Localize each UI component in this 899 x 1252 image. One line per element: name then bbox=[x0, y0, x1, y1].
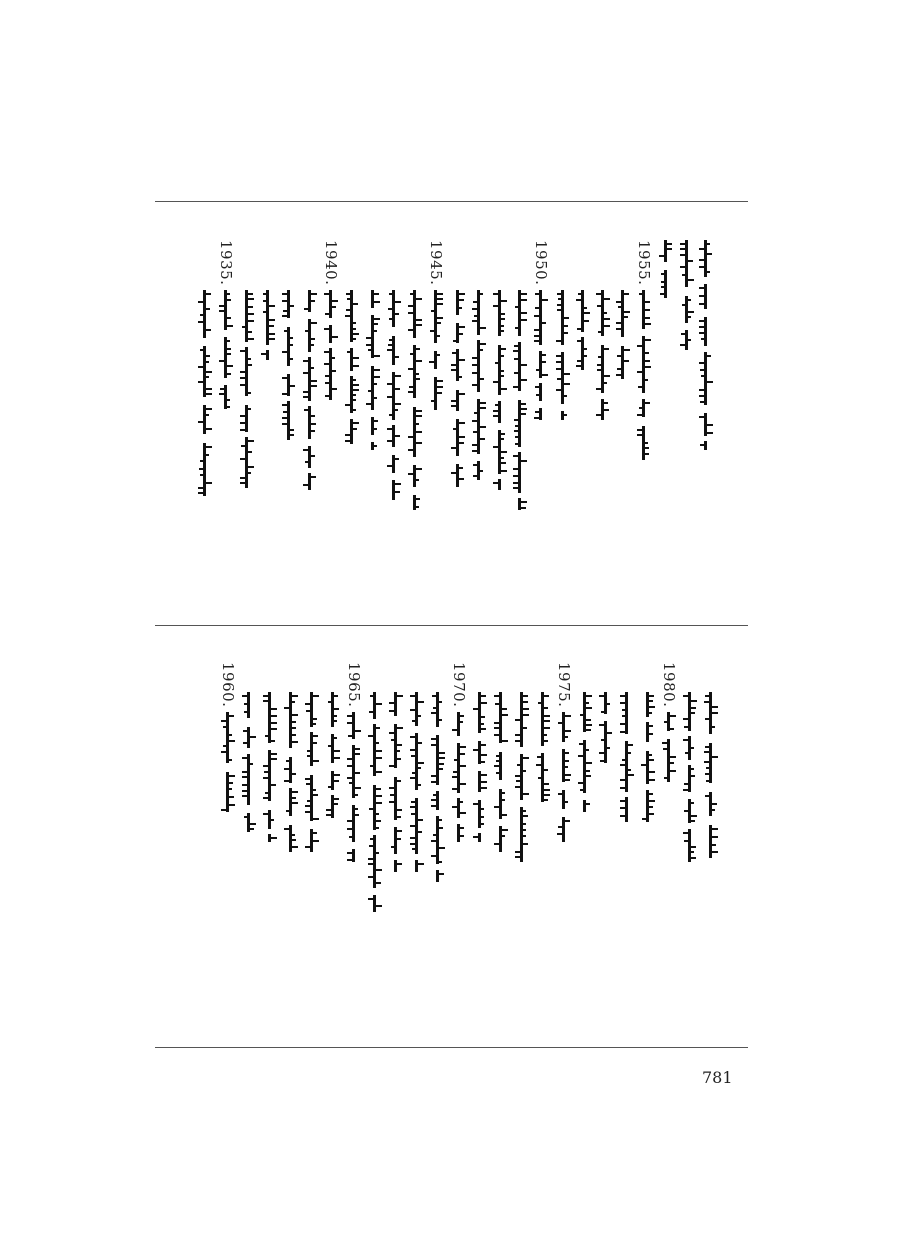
mongolian-script-line bbox=[534, 290, 548, 420]
text-column bbox=[322, 662, 344, 822]
mongolian-script-line bbox=[473, 692, 487, 842]
text-column bbox=[364, 662, 386, 912]
mongolian-script-line bbox=[303, 290, 317, 490]
year-label: 1975. bbox=[555, 662, 573, 708]
mongolian-script-line bbox=[305, 692, 319, 852]
year-label: 1940. bbox=[322, 240, 340, 286]
mongolian-script-line bbox=[326, 692, 340, 822]
mongolian-script-line bbox=[515, 692, 529, 862]
mongolian-script-line bbox=[576, 290, 590, 370]
text-column bbox=[612, 240, 634, 390]
text-column bbox=[592, 240, 614, 420]
bottom-rule bbox=[155, 1047, 748, 1048]
text-column bbox=[341, 240, 363, 450]
year-label: 1980. bbox=[660, 662, 678, 708]
mongolian-script-line bbox=[494, 692, 508, 852]
year-label: 1955. bbox=[635, 240, 653, 286]
mongolian-script-line bbox=[536, 692, 550, 802]
text-column bbox=[320, 240, 342, 400]
text-column bbox=[616, 662, 638, 822]
text-column bbox=[217, 662, 239, 822]
mongolian-script-line bbox=[221, 712, 235, 822]
mongolian-script-line bbox=[637, 290, 651, 460]
mongolian-script-line bbox=[513, 290, 527, 510]
mongolian-script-line bbox=[493, 290, 507, 490]
page-number: 781 bbox=[702, 1068, 733, 1087]
mongolian-script-line bbox=[451, 290, 465, 490]
text-column bbox=[633, 240, 655, 460]
text-column bbox=[530, 240, 552, 420]
mongolian-script-line bbox=[556, 290, 570, 420]
text-column bbox=[489, 240, 511, 490]
mongolian-script-line bbox=[368, 692, 382, 912]
mongolian-script-line bbox=[263, 692, 277, 842]
top-rule bbox=[155, 201, 748, 202]
text-column bbox=[194, 240, 216, 500]
year-label: 1970. bbox=[450, 662, 468, 708]
text-column bbox=[532, 662, 554, 802]
mongolian-script-line bbox=[347, 712, 361, 862]
mongolian-script-line bbox=[596, 290, 610, 420]
mongolian-script-line bbox=[599, 692, 613, 772]
mongolian-script-line bbox=[261, 290, 275, 360]
text-column bbox=[490, 662, 512, 852]
year-label: 1945. bbox=[427, 240, 445, 286]
text-column bbox=[257, 240, 279, 360]
mongolian-script-line bbox=[240, 290, 254, 500]
text-column bbox=[553, 662, 575, 842]
mongolian-script-line bbox=[324, 290, 338, 400]
mongolian-script-line bbox=[389, 692, 403, 872]
mongolian-script-line bbox=[683, 692, 697, 862]
text-column bbox=[511, 662, 533, 862]
text-column bbox=[280, 662, 302, 852]
text-column bbox=[425, 240, 447, 410]
text-column bbox=[259, 662, 281, 842]
mongolian-script-line bbox=[699, 240, 713, 450]
text-column bbox=[385, 662, 407, 872]
mongolian-script-line bbox=[410, 692, 424, 872]
text-column bbox=[655, 240, 677, 300]
mongolian-script-line bbox=[198, 290, 212, 500]
text-column bbox=[383, 240, 405, 500]
year-label: 1960. bbox=[219, 662, 237, 708]
mongolian-script-line bbox=[429, 290, 443, 410]
mongolian-script-line bbox=[641, 692, 655, 822]
text-column bbox=[343, 662, 365, 862]
mongolian-script-line bbox=[616, 290, 630, 390]
text-column bbox=[700, 662, 722, 862]
text-column bbox=[595, 662, 617, 772]
mongolian-script-line bbox=[662, 712, 676, 782]
year-label: 1935. bbox=[217, 240, 235, 286]
mongolian-script-line bbox=[557, 712, 571, 842]
text-column bbox=[236, 240, 258, 500]
mongolian-script-line bbox=[219, 290, 233, 420]
mongolian-script-line bbox=[282, 290, 296, 440]
text-column bbox=[574, 662, 596, 812]
mongolian-script-line bbox=[472, 290, 486, 480]
text-column bbox=[695, 240, 717, 450]
text-column bbox=[404, 240, 426, 510]
year-label: 1950. bbox=[532, 240, 550, 286]
text-column bbox=[447, 240, 469, 490]
text-column bbox=[278, 240, 300, 440]
mongolian-script-line bbox=[242, 692, 256, 832]
text-column bbox=[215, 240, 237, 420]
middle-rule bbox=[155, 625, 748, 626]
text-column bbox=[676, 240, 698, 350]
text-column bbox=[509, 240, 531, 510]
mongolian-script-line bbox=[452, 712, 466, 842]
mongolian-script-line bbox=[408, 290, 422, 510]
text-column bbox=[406, 662, 428, 872]
text-column bbox=[658, 662, 680, 782]
text-column bbox=[679, 662, 701, 862]
year-label: 1965. bbox=[345, 662, 363, 708]
mongolian-script-line bbox=[431, 692, 445, 882]
text-column bbox=[448, 662, 470, 842]
text-column bbox=[468, 240, 490, 480]
text-column bbox=[552, 240, 574, 420]
text-column bbox=[427, 662, 449, 882]
text-column bbox=[362, 240, 384, 450]
mongolian-script-line bbox=[387, 290, 401, 500]
text-column bbox=[572, 240, 594, 370]
mongolian-script-line bbox=[659, 240, 673, 300]
mongolian-script-line bbox=[578, 692, 592, 812]
text-column bbox=[637, 662, 659, 822]
mongolian-script-line bbox=[680, 240, 694, 350]
mongolian-script-line bbox=[620, 692, 634, 822]
text-column bbox=[299, 240, 321, 490]
mongolian-script-line bbox=[345, 290, 359, 450]
text-column bbox=[469, 662, 491, 842]
text-column bbox=[238, 662, 260, 832]
text-column bbox=[301, 662, 323, 852]
mongolian-script-line bbox=[366, 290, 380, 450]
mongolian-script-line bbox=[704, 692, 718, 862]
mongolian-script-line bbox=[284, 692, 298, 852]
